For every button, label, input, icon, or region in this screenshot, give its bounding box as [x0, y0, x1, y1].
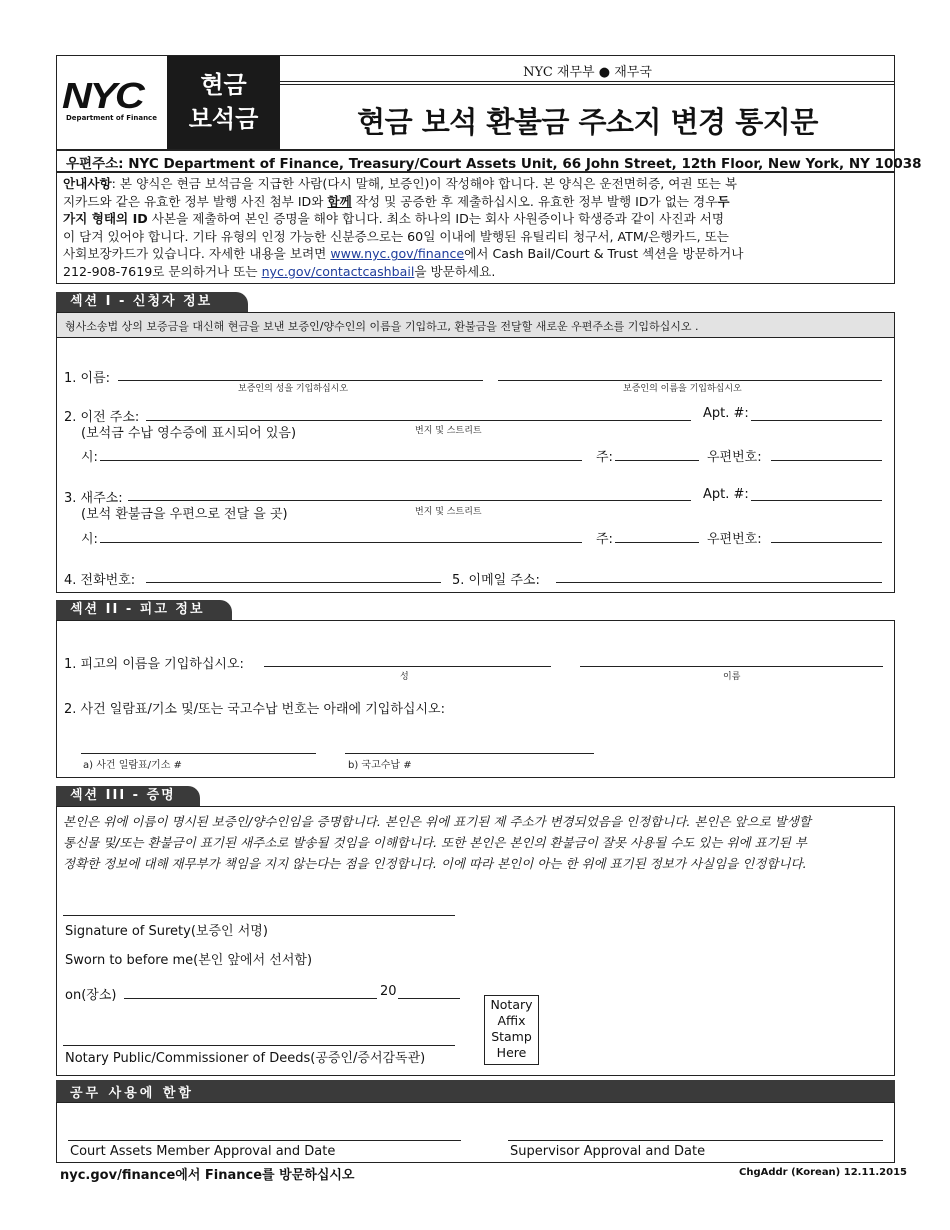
supervisor-approval-label: Supervisor Approval and Date — [510, 1144, 706, 1159]
prev-address-label: 2. 이전 주소: — [64, 410, 140, 425]
section1-box — [56, 312, 895, 593]
docket-field[interactable] — [81, 753, 316, 754]
office-use-title: 공무 사용에 한함 — [70, 1086, 194, 1101]
treasury-hint: b) 국고수납 # — [348, 760, 412, 771]
name-label: 1. 이름: — [64, 371, 111, 386]
prev-apt-label: Apt. #: — [703, 406, 749, 421]
certification-text: 본인은 위에 이름이 명시된 보증인/양수인임을 증명합니다. 본인은 위에 표기된 제 주소가 변경되었음을 인정합니다. 본인은 앞으로 발생할 통신물 및/또는 환불금이 표기된 새주소로 발송될 것임을 이해합니다. 또한 본인은 본인의 환불금이 잘못 사용될 수도 있는 위에 표기된 부 정확한 정보에 대해 재무부가 책임을 지지 않는다는 점을 인정합니다. 이에 따라 본인이 아는 한 위에 표기된 정보가 사실임을 인정합니다. — [63, 814, 811, 871]
section2-tab: 섹션 II - 피고 정보 — [56, 600, 232, 620]
logo-text: NYC — [62, 75, 143, 116]
new-city-field[interactable] — [100, 542, 582, 543]
cash-bail-badge — [167, 56, 280, 149]
new-zip-label: 우편번호: — [707, 532, 762, 547]
logo-subtext: Department of Finance — [66, 114, 157, 122]
year-field[interactable] — [398, 998, 460, 999]
notary-label: Notary Public/Commissioner of Deeds(공증인/증서감독관) — [65, 1051, 426, 1066]
footer-right: ChgAddr (Korean) 12.11.2015 — [739, 1167, 907, 1178]
prev-state-field[interactable] — [615, 460, 699, 461]
new-street-hint: 번지 및 스트리트 — [415, 507, 482, 517]
defendant-given-field[interactable] — [580, 666, 883, 667]
section1-instruction: 형사소송법 상의 보증금을 대신해 현금을 보낸 보증인/양수인의 이름을 기입하고, 환불금을 전달할 새로운 우편주소를 기입하십시오 . — [65, 320, 699, 333]
new-apt-label: Apt. #: — [703, 487, 749, 502]
first-name-hint: 보증인의 이름을 기입하십시오 — [623, 384, 742, 394]
phone-field[interactable] — [146, 582, 441, 583]
new-address-label: 3. 새주소: — [64, 491, 123, 506]
prev-street-hint: 번지 및 스트리트 — [415, 426, 482, 436]
defendant-name-label: 1. 피고의 이름을 기입하십시오: — [64, 657, 244, 672]
on-label: on(장소) — [65, 988, 117, 1003]
mailing-address: 우편주소: NYC Department of Finance, Treasury/Court Assets Unit, 66 John Street, 12th Floor, New York, NY 10038 — [66, 156, 922, 172]
badge-line1: 현금 — [200, 71, 247, 99]
new-apt-field[interactable] — [751, 500, 882, 501]
contactcashbail-link[interactable]: nyc.gov/contactcashbail — [261, 263, 415, 279]
prev-state-label: 주: — [596, 450, 613, 465]
section1-tab: 섹션 I - 신청자 정보 — [56, 292, 248, 312]
given-name-hint: 이름 — [723, 672, 741, 682]
phone-label: 4. 전화번호: — [64, 573, 136, 588]
prev-street-field[interactable] — [146, 420, 691, 421]
prev-zip-field[interactable] — [771, 460, 882, 461]
court-approval-label: Court Assets Member Approval and Date — [70, 1144, 336, 1159]
prev-zip-label: 우편번호: — [707, 450, 762, 465]
prev-apt-field[interactable] — [751, 420, 882, 421]
prev-city-field[interactable] — [100, 460, 582, 461]
last-name-hint: 보증인의 성을 기입하십시오 — [238, 384, 349, 394]
surety-signature-field[interactable] — [63, 915, 455, 916]
new-address-note: (보석 환불금을 우편으로 전달 을 곳) — [81, 507, 288, 522]
treasury-field[interactable] — [345, 753, 594, 754]
new-city-label: 시: — [81, 532, 98, 547]
supervisor-approval-field[interactable] — [508, 1140, 883, 1141]
notice-text: 안내사항: 본 양식은 현금 보석금을 지급한 사람(다시 말해, 보증인)이 작성해야 합니다. 본 양식은 운전면허증, 여권 또는 복 지카드와 같은 유효한 정부 발행 사진 첨부 ID와 함께 작성 및 공증한 후 제출하십시오. 유효한 정부 발행 ID가 없는 경우두 가지 형태의 ID 사본을 제출하여 본인 증명을 해야 합니다. 최소 하나의 ID는 회사 사원증이나 학생증과 같이 사진과 서명 이 담겨 있어야 합니다. 기타 유형의 인정 가능한 신분증으로는 60일 이내에 발행된 유틸리티 청구서, ATM/은행카드, 또는 사회보장카드가 있습니다. 자세한 내용을 보려면 www.nyc.gov/finance에서 Cash Bail/Court & Trust 섹션을 방문하거나 212-908-7619로 문의하거나 또는 nyc.gov/contactcashbail을 방문하세요. — [63, 176, 744, 279]
page-title: 현금 보석 환불금 주소지 변경 통지문 — [357, 105, 818, 139]
new-zip-field[interactable] — [771, 542, 882, 543]
prev-city-label: 시: — [81, 450, 98, 465]
new-state-field[interactable] — [615, 542, 699, 543]
case-number-label: 2. 사건 일람표/기소 및/또는 국고수납 번호는 아래에 기입하십시오: — [64, 702, 445, 717]
new-street-field[interactable] — [128, 500, 691, 501]
court-approval-field[interactable] — [68, 1140, 461, 1141]
notice-label: 안내사항 — [63, 176, 112, 191]
docket-hint: a) 사건 일람표/기소 # — [83, 760, 182, 771]
sworn-label: Sworn to before me(본인 앞에서 선서함) — [65, 953, 313, 968]
defendant-surname-field[interactable] — [264, 666, 551, 667]
finance-link[interactable]: www.nyc.gov/finance — [330, 246, 465, 262]
place-field[interactable] — [124, 998, 377, 999]
footer-left: nyc.gov/finance에서 Finance를 방문하십시오 — [60, 1168, 355, 1183]
email-field[interactable] — [556, 582, 882, 583]
surety-signature-label: Signature of Surety(보증인 서명) — [65, 924, 268, 939]
year-prefix: 20 — [380, 984, 397, 999]
prev-address-note: (보석금 수납 영수증에 표시되어 있음) — [81, 426, 297, 441]
section3-tab: 섹션 III - 증명 — [56, 786, 200, 806]
new-state-label: 주: — [596, 532, 613, 547]
surname-hint: 성 — [400, 672, 409, 682]
badge-line2: 보석금 — [188, 105, 259, 133]
department-line: NYC 재무부 ● 재무국 — [523, 65, 652, 80]
notary-signature-field[interactable] — [63, 1045, 455, 1046]
notary-stamp-box: Notary Affix Stamp Here — [484, 995, 539, 1065]
nyc-logo — [62, 75, 158, 124]
email-label: 5. 이메일 주소: — [452, 573, 540, 588]
